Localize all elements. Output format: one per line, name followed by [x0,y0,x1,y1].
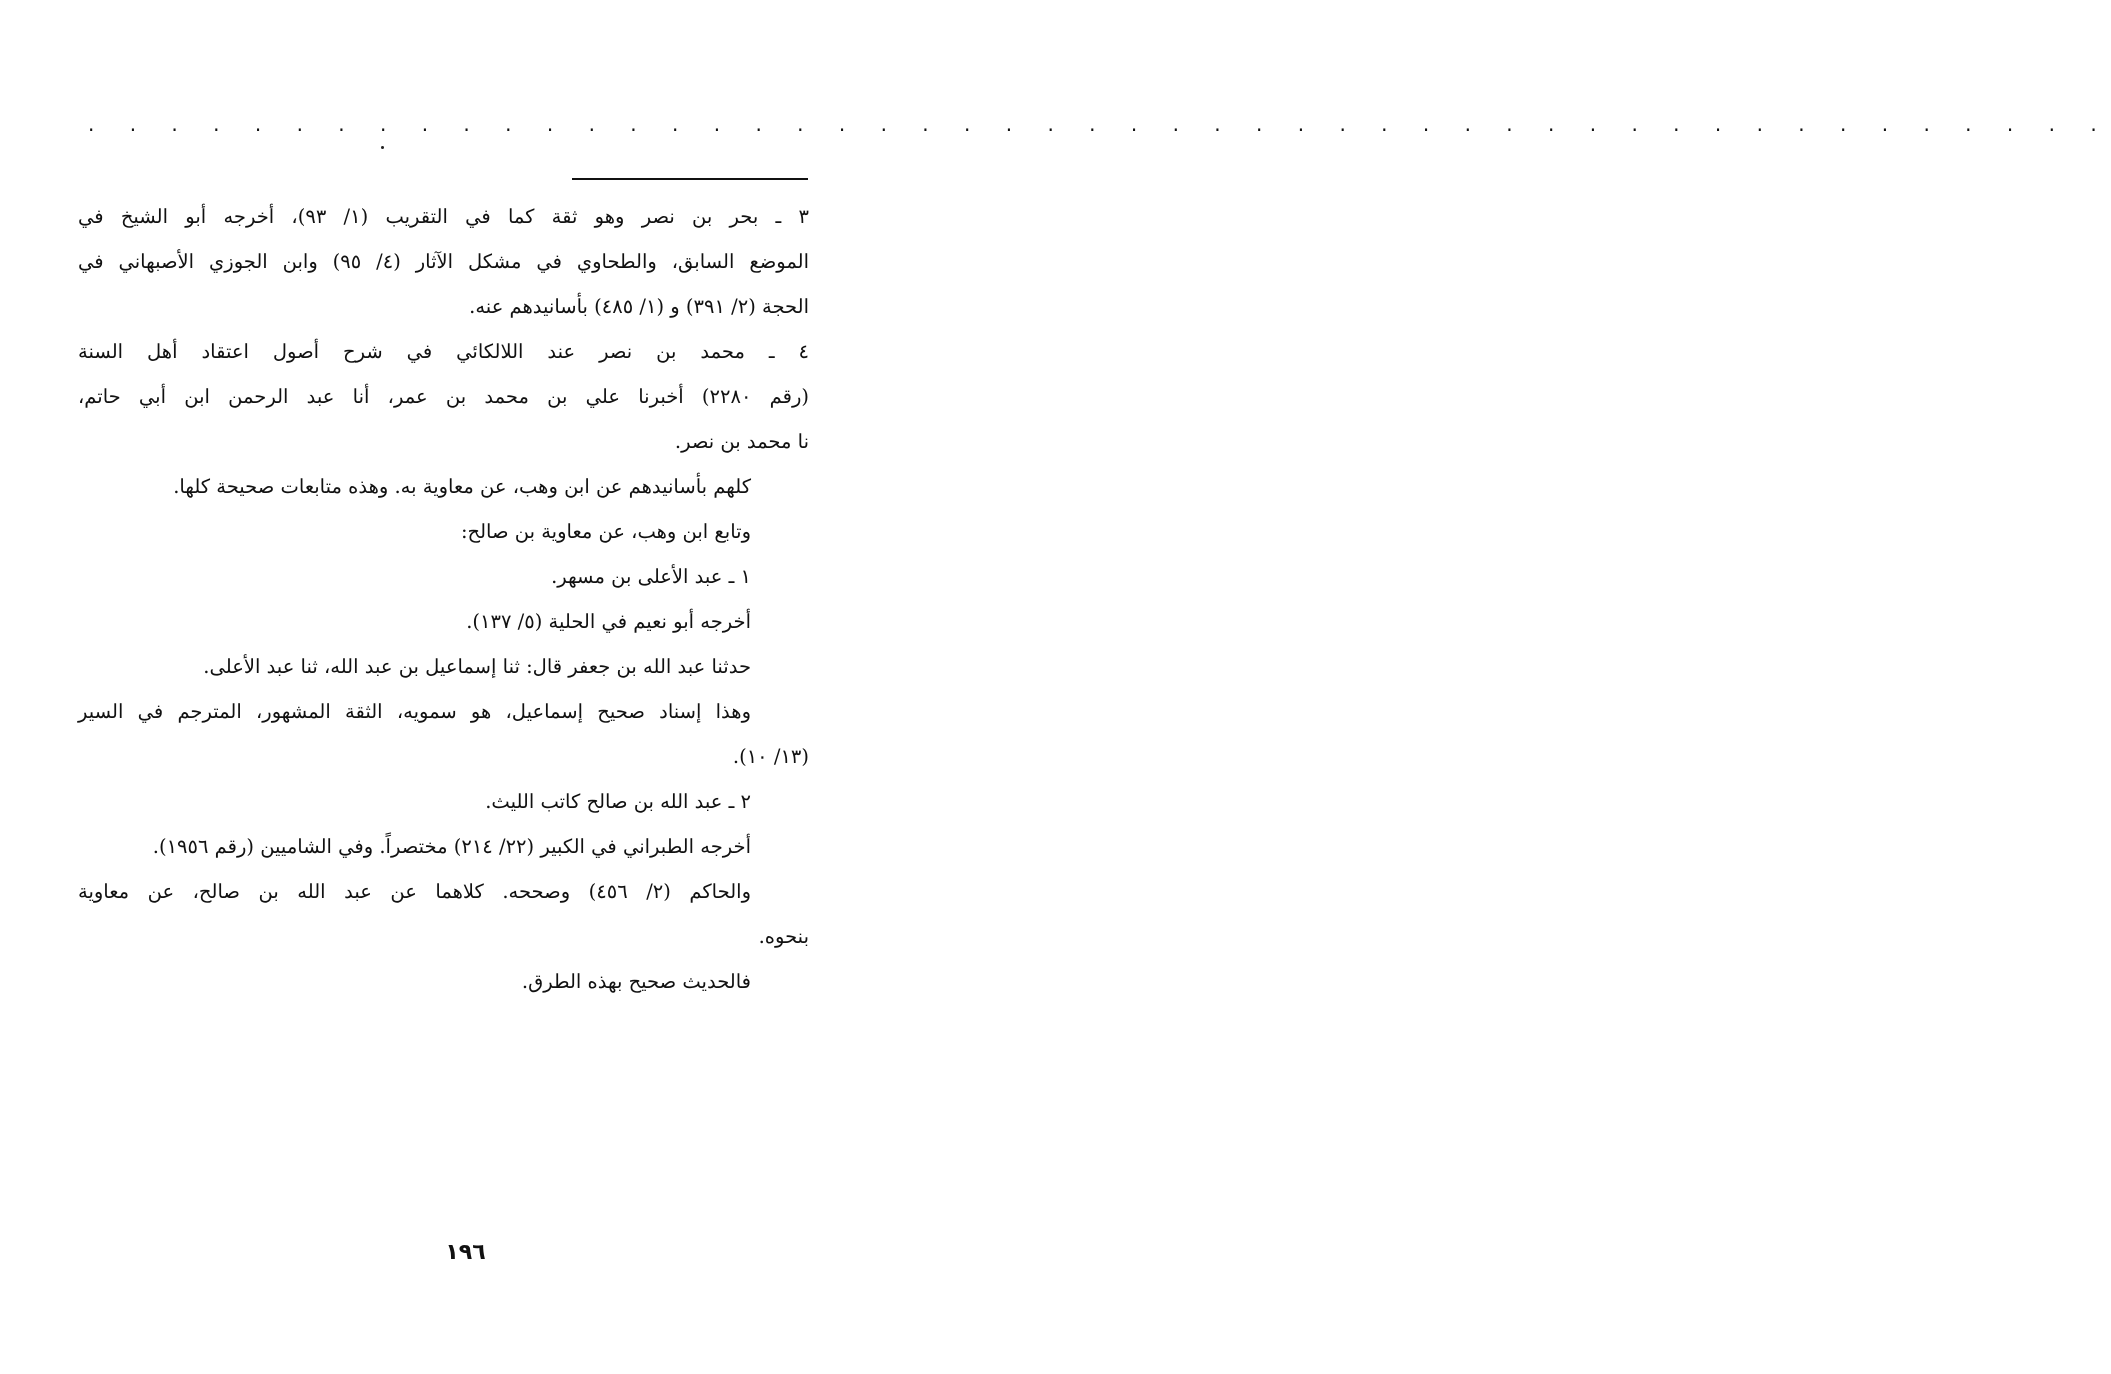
paragraph-abu-nuaym: أخرجه أبو نعيم في الحلية (٥/ ١٣٧). [466,610,751,633]
separator-dots: . . . . . . . . . . . . . . . . . . . . . . . . . . . . . . . . . . . . . . . . . . . . . . . . . [88,112,2111,136]
page-number: ١٩٦ [445,1240,486,1265]
footnote-4-line-1: ٤ ـ محمد بن نصر عند اللالكائي في شرح أصول اعتقاد أهل السنة [78,340,809,363]
paragraph-followers: كلهم بأسانيدهم عن ابن وهب، عن معاوية به. وهذه متابعات صحيحة كلها. [173,475,751,498]
paragraph-hakim-line-1: والحاكم (٢/ ٤٥٦) وصححه. كلاهما عن عبد الله بن صالح، عن معاوية [78,880,751,903]
footnote-3-line-3: الحجة (٢/ ٣٩١) و (١/ ٤٨٥) بأسانيدهم عنه. [469,295,809,318]
footnotes-section [78,194,809,464]
paragraph-tabarani: أخرجه الطبراني في الكبير (٢٢/ ٢١٤) مختصراً. وفي الشاميين (رقم ١٩٥٦). [152,835,751,858]
paragraph-corroboration: وتابع ابن وهب، عن معاوية بن صالح: [460,520,751,543]
paragraph-hakim-line-2: بنحوه. [758,925,809,948]
footnote-4-line-2: (رقم ٢٢٨٠) أخبرنا علي بن محمد بن عمر، أنا عبد الرحمن ابن أبي حاتم، [78,385,809,408]
paragraph-isnad: حدثنا عبد الله بن جعفر قال: ثنا إسماعيل بن عبد الله، ثنا عبد الأعلى. [203,655,751,678]
footnote-3-line-1: ٣ ـ بحر بن نصر وهو ثقة كما في التقريب (١/ ٩٣)، أخرجه أبو الشيخ في [78,205,809,228]
paragraph-narrator-1: ١ ـ عبد الأعلى بن مسهر. [551,565,751,588]
footnote-4-line-3: نا محمد بن نصر. [674,430,809,453]
footnote-3-line-2: الموضع السابق، والطحاوي في مشكل الآثار (٤/ ٩٥) وابن الجوزي الأصبهاني في [78,250,809,273]
paragraph-isnad-grading-line-2: (١٣/ ١٠). [732,745,809,768]
paragraph-narrator-2: ٢ ـ عبد الله بن صالح كاتب الليث. [485,790,751,813]
paragraph-conclusion: فالحديث صحيح بهذه الطرق. [521,970,751,993]
footnote-rule [572,178,808,180]
ink-speck [381,146,384,149]
main-body [78,464,809,1004]
paragraph-isnad-grading-line-1: وهذا إسناد صحيح إسماعيل، هو سمويه، الثقة المشهور، المترجم في السير [78,700,751,723]
